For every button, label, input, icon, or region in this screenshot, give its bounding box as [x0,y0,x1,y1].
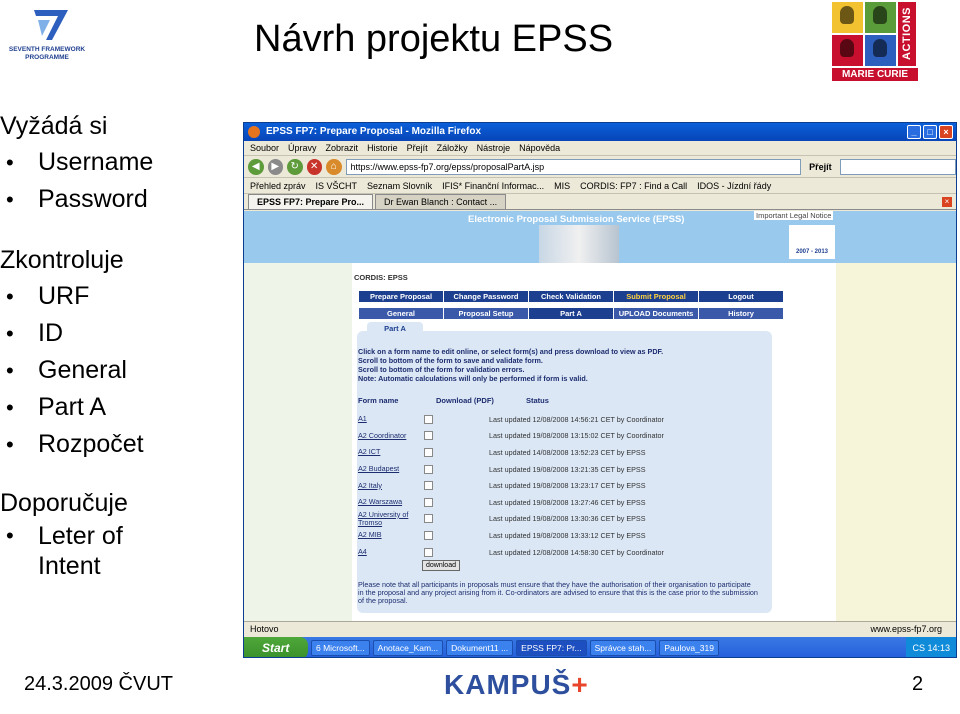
menu-change-password[interactable]: Change Password [444,291,528,302]
menu-zalozky[interactable]: Záložky [436,143,468,153]
fp7-banner-logo [789,225,835,259]
menu-zobrazit[interactable]: Zobrazit [325,143,359,153]
kampus-plus: + [571,669,589,700]
status-text: Hotovo [250,624,279,634]
form-link[interactable]: A2 University of Tromso [358,509,409,527]
download-checkbox[interactable] [424,431,433,440]
legal-notice-link[interactable]: Important Legal Notice [756,211,832,220]
form-link[interactable]: A1 [358,414,367,424]
bookmark-item[interactable]: CORDIS: FP7 : Find a Call [580,180,688,191]
forms-table-header [358,396,549,405]
authorisation-note: Please note that all participants in proposals must ensure that they have the authorisation of their organisation to participate in the proposal and any project arising from it. Co-ordinators are advised to ensure that this is the case prior to the submission of the proposal. [358,580,758,606]
epss-main-menu [359,291,784,302]
taskbar-item[interactable]: EPSS FP7: Pr... [516,640,586,656]
instruction-line: Scroll to bottom of the form to save and validate form. [358,356,543,365]
tab-epss[interactable]: EPSS FP7: Prepare Pro... [248,194,373,209]
bookmark-item[interactable]: IS VŠCHT [315,180,358,191]
cordis-label: CORDIS: EPSS [354,273,408,282]
download-checkbox[interactable] [424,415,433,424]
table-row [358,494,768,511]
bullet-item: • Rozpočet [0,426,240,463]
windows-taskbar [244,637,956,658]
menu-historie[interactable]: Historie [367,143,398,153]
table-row [358,461,768,478]
col-download: Download (PDF) [436,396,494,405]
bookmarks-toolbar [244,178,956,194]
bookmark-item[interactable]: MIS [554,180,571,191]
marie-curie-logo [832,2,918,82]
bookmark-item[interactable]: Přehled zpráv [250,180,306,191]
part-a-tab[interactable]: Part A [367,322,423,335]
slide-title: Návrh projektu EPSS [254,18,614,60]
table-row [358,511,768,528]
mc-actions-text: ACTIONS [898,2,916,66]
download-checkbox[interactable] [424,531,433,540]
table-row [358,477,768,494]
epss-banner [244,211,956,263]
bookmark-item[interactable]: Seznam Slovník [367,180,433,191]
form-status: Last updated 14/08/2008 13:52:23 CET by EPSS [489,447,646,457]
left-bullets [0,108,240,581]
taskbar-item[interactable]: 6 Microsoft... [311,640,370,656]
heading-vyzada: Vyžádá si [0,112,108,140]
bullet-item: • Password [0,181,240,218]
menubar [244,141,956,156]
form-status: Last updated 19/08/2008 13:27:46 CET by EPSS [489,497,646,507]
bullet-item: • General [0,352,240,389]
download-checkbox[interactable] [424,481,433,490]
window-title: EPSS FP7: Prepare Proposal - Mozilla Firefox [266,126,482,137]
instructions [358,347,768,383]
status-url: www.epss-fp7.org [870,624,942,634]
mc-name-text: MARIE CURIE [832,68,918,81]
menu-nastroje[interactable]: Nástroje [476,143,511,153]
page-number: 2 [912,673,924,695]
form-status: Last updated 19/08/2008 13:33:12 CET by EPSS [489,530,646,540]
form-status: Last updated 19/08/2008 13:30:36 CET by EPSS [489,514,646,524]
form-status: Last updated 12/08/2008 14:58:30 CET by Coordinator [489,547,664,557]
download-checkbox[interactable] [424,548,433,557]
stop-icon[interactable]: ✕ [307,159,323,175]
table-row [358,428,768,445]
bullet-item: • ID [0,315,240,352]
menu-upravy[interactable]: Úpravy [288,143,317,153]
bookmark-item[interactable]: IDOS - Jízdní řády [697,180,772,191]
form-link[interactable]: A2 Italy [358,480,382,490]
forward-icon[interactable]: ▶ [268,159,284,175]
download-checkbox[interactable] [424,448,433,457]
table-row [358,411,768,428]
bullet-item: • URF [0,278,240,315]
submenu-part-a[interactable]: Part A [529,308,613,319]
download-checkbox[interactable] [424,498,433,507]
heading-zkontroluje: Zkontroluje [0,246,124,274]
web-page [244,211,956,621]
form-link[interactable]: A2 MIB [358,530,382,540]
minimize-button[interactable]: _ [907,125,921,139]
instruction-line: Scroll to bottom of the form for validation errors. [358,365,525,374]
maximize-button[interactable]: □ [923,125,937,139]
fp7-logo [8,4,86,66]
taskbar-item[interactable]: Správce stah... [590,640,657,656]
kampus-logo [444,669,589,701]
download-checkbox[interactable] [424,465,433,474]
submenu-upload-documents[interactable]: UPLOAD Documents [614,308,698,319]
form-link[interactable]: A2 Budapest [358,464,400,474]
menu-logout[interactable]: Logout [699,291,783,302]
submenu-general[interactable]: General [359,308,443,319]
fp7-logo-text: SEVENTH FRAMEWORK PROGRAMME [8,46,86,61]
form-link[interactable]: A2 Warszawa [358,497,403,507]
form-status: Last updated 19/08/2008 13:21:35 CET by EPSS [489,464,646,474]
reload-icon[interactable]: ↻ [287,159,303,175]
instruction-line: Click on a form name to edit online, or select form(s) and press download to view as PDF. [358,347,664,356]
heading-doporucuje: Doporučuje [0,489,128,517]
menu-submit-proposal[interactable]: Submit Proposal [614,291,698,302]
menu-prepare-proposal[interactable]: Prepare Proposal [359,291,443,302]
col-form-name: Form name [358,396,399,405]
fp7-swoosh-icon [32,6,70,42]
kampus-text: KAMPUŠ [444,669,572,700]
back-icon[interactable]: ◀ [248,159,264,175]
form-status: Last updated 12/08/2008 14:56:21 CET by Coordinator [489,414,664,424]
browser-window [243,122,957,658]
menu-soubor[interactable]: Soubor [250,143,280,153]
table-row [358,544,768,561]
url-input[interactable]: https://www.epss-fp7.org/epss/proposalPartA.jsp [346,159,802,175]
menu-napoveda[interactable]: Nápověda [519,143,561,153]
search-input[interactable] [840,159,956,175]
tab-bar [244,194,956,210]
close-tab-icon[interactable]: × [942,197,952,207]
taskbar-item[interactable]: Dokument11 ... [446,640,513,656]
epss-banner-title: Electronic Proposal Submission Service (EPSS) [468,214,685,225]
menu-prejit[interactable]: Přejít [406,143,428,153]
table-row [358,444,768,461]
start-button[interactable]: Start [244,637,308,658]
forms-table [358,411,768,560]
banner-logo-years: 2007 - 2013 [795,249,829,255]
mc-portraits [832,2,896,66]
form-status: Last updated 19/08/2008 13:23:17 CET by EPSS [489,481,646,491]
bullet-item: • Leter of Intent [0,521,150,581]
page-right-margin [836,211,956,621]
submenu-proposal-setup[interactable]: Proposal Setup [444,308,528,319]
tab-contact[interactable]: Dr Ewan Blanch : Contact ... [375,194,506,209]
navigation-toolbar [244,156,956,178]
bookmark-item[interactable]: IFIS* Finanční Informac... [442,180,545,191]
menu-check-validation[interactable]: Check Validation [529,291,613,302]
page-left-margin [244,211,352,621]
home-icon[interactable]: ⌂ [326,159,342,175]
taskbar-item[interactable]: Paulova_319 [659,640,719,656]
status-bar [244,621,956,637]
download-button[interactable]: download [422,560,460,571]
taskbar-item[interactable]: Anotace_Kam... [373,640,443,656]
submenu-history[interactable]: History [699,308,783,319]
close-button[interactable]: × [939,125,953,139]
col-status: Status [526,396,549,405]
system-tray: CS 14:13 [906,637,956,658]
form-link[interactable]: A2 ICT [358,447,381,457]
form-link[interactable]: A4 [358,547,367,557]
window-titlebar [244,123,956,141]
go-button[interactable]: Přejít [809,161,832,172]
firefox-icon [248,126,260,138]
footer-date: 24.3.2009 ČVUT [24,673,173,695]
banner-photo [539,225,619,263]
bullet-item: • Part A [0,389,240,426]
download-checkbox[interactable] [424,514,433,523]
instruction-line: Note: Automatic calculations will only be performed if form is valid. [358,374,588,383]
table-row [358,527,768,544]
bullet-item: • Username [0,144,240,181]
epss-sub-menu [359,308,784,319]
form-link[interactable]: A2 Coordinator [358,430,407,440]
form-status: Last updated 19/08/2008 13:15:02 CET by Coordinator [489,431,664,441]
